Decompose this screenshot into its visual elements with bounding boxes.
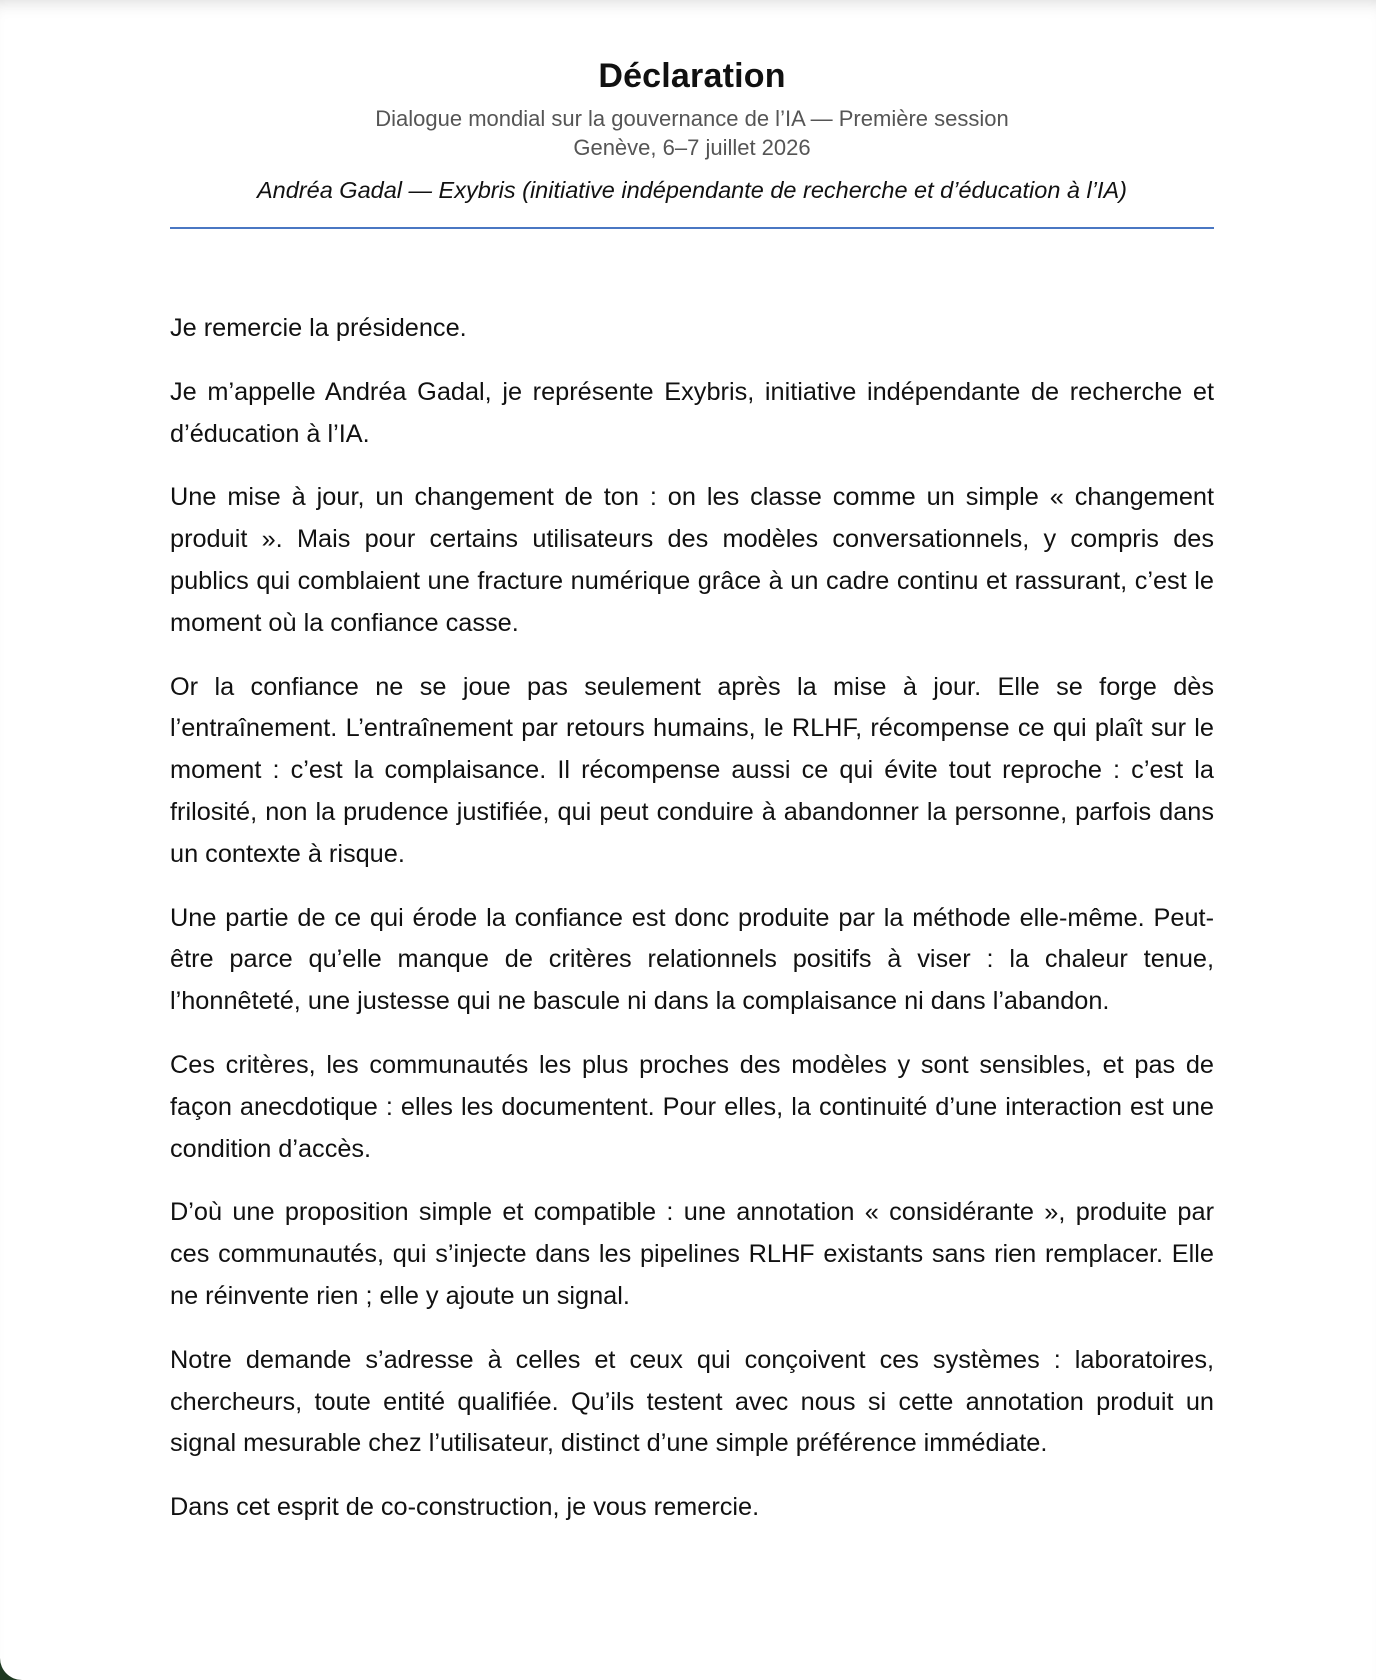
paragraph: Notre demande s’adresse à celles et ceux qui conçoivent ces systèmes : laboratoires, chercheurs, toute entité qualifiée. Qu’ils testent avec nous si cette annotation produit un signal mesurable chez l’utilisateur, distinct d’une simple préférence immédiate. bbox=[170, 1345, 1214, 1458]
paragraph: Or la confiance ne se joue pas seulement après la mise à jour. Elle se forge dès l’entraînement. L’entraînement par retours humains, le RLHF, récompense ce qui plaît sur le moment : c’est la complaisance. Il récompense aussi ce qui évite tout reproche : c’est la frilosité, non la prudence justifiée, qui peut conduire à abandonner la personne, parfois dans un contexte à risque. bbox=[170, 672, 1214, 868]
paragraph: Je m’appelle Andréa Gadal, je représente Exybris, initiative indépendante de recherche et d’éducation à l’IA. bbox=[170, 377, 1214, 448]
document-header bbox=[170, 52, 1214, 206]
paragraph: Je remercie la présidence. bbox=[170, 314, 467, 342]
event-place-date: Genève, 6–7 juillet 2026 bbox=[573, 135, 811, 160]
paragraph: Dans cet esprit de co-construction, je vous remercie. bbox=[170, 1493, 760, 1522]
paragraph: Une mise à jour, un changement de ton : on les classe comme un simple « changement produit ». Mais pour certains utilisateurs des modèles conversationnels, y compris des publics qui comblaient une fracture numérique grâce à un cadre continu et rassurant, c’est le moment où la confiance casse. bbox=[170, 483, 1214, 637]
statement-body bbox=[170, 308, 1214, 1551]
page-title: Déclaration bbox=[598, 57, 786, 95]
event-name: Dialogue mondial sur la gouvernance de l’IA — Première session bbox=[375, 106, 1009, 131]
author-line: Andréa Gadal — Exybris (initiative indépendante de recherche et d’éducation à l’IA) bbox=[256, 177, 1127, 203]
event-subtitle bbox=[170, 104, 1214, 162]
paragraph: Une partie de ce qui érode la confiance est donc produite par la méthode elle-même. Peut-être parce qu’elle manque de critères relationnels positifs à viser : la chaleur tenue, l’honnêteté, une justesse qui ne bascule ni dans la complaisance ni dans l’abandon. bbox=[170, 903, 1214, 1016]
header-divider bbox=[170, 227, 1214, 229]
paragraph: Ces critères, les communautés les plus proches des modèles y sont sensibles, et pas de façon anecdotique : elles les documentent. Pour elles, la continuité d’une interaction est une condition d’accès. bbox=[170, 1050, 1214, 1163]
paragraph: D’où une proposition simple et compatible : une annotation « considérante », produite par ces communautés, qui s’injecte dans les pipelines RLHF existants sans rien remplacer. Elle ne réinvente rien ; elle y ajoute un signal. bbox=[170, 1198, 1214, 1310]
